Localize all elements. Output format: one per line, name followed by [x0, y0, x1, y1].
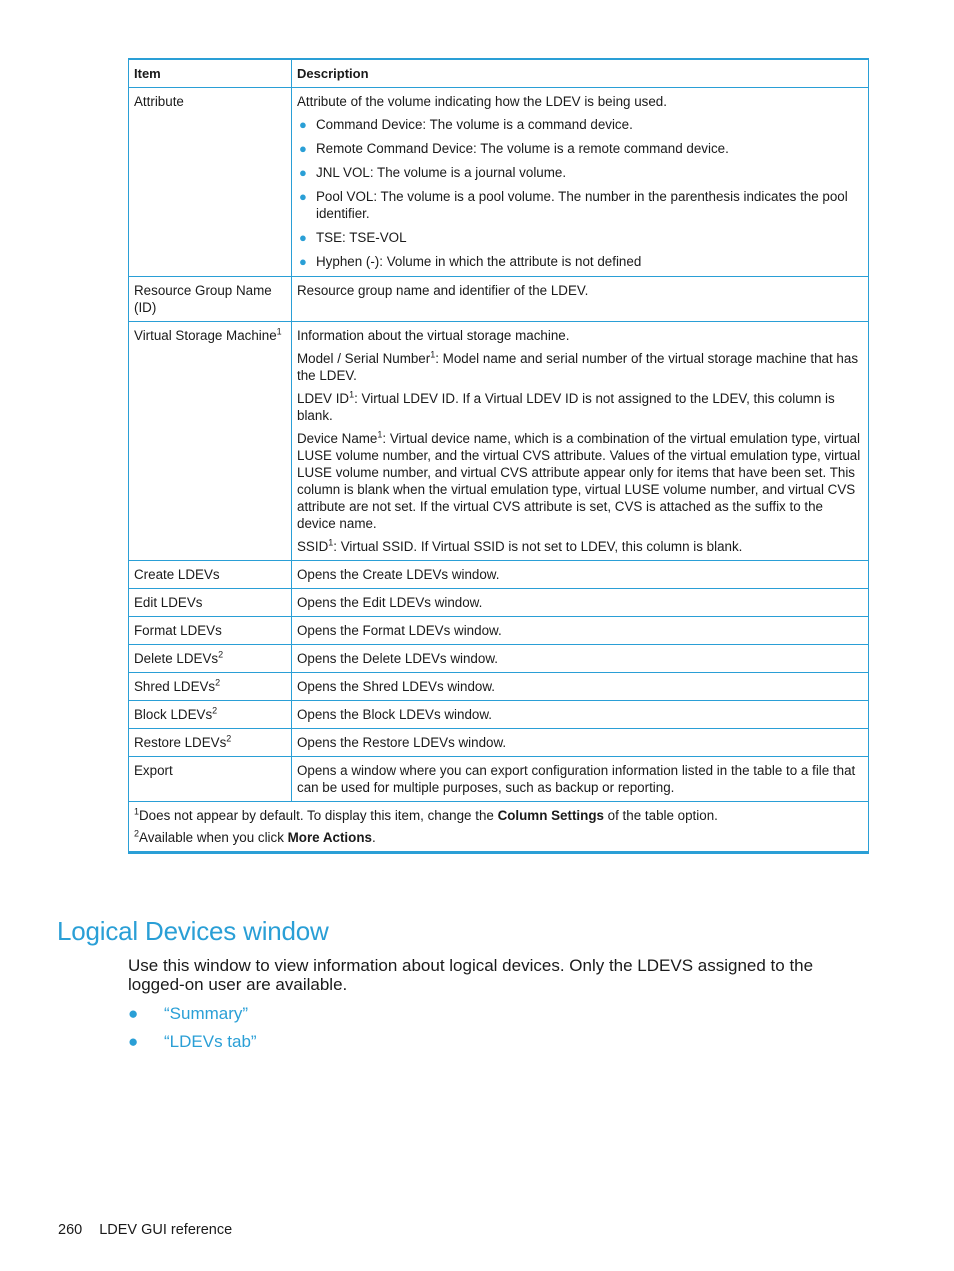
attribute-item: Attribute: [129, 88, 292, 277]
row-item-label: Create LDEVs: [134, 567, 220, 582]
bullet-icon: ●: [128, 1032, 139, 1051]
row-item-label: Delete LDEVs: [134, 651, 219, 666]
row-item: [129, 701, 292, 729]
vsm-description: [292, 322, 869, 561]
attribute-bullet-text: Remote Command Device: The volume is a remote command device.: [316, 141, 729, 156]
vsm-p2: [297, 350, 863, 384]
attribute-bullet-text: Pool VOL: The volume is a pool volume. The number in the parenthesis indicates the pool identifier.: [316, 189, 848, 221]
footnote-mark: 2: [134, 828, 140, 839]
table-row: [129, 673, 869, 701]
row-item-label: Restore LDEVs: [134, 735, 227, 750]
table-row: [129, 561, 869, 589]
page-footer: [58, 1222, 232, 1238]
attribute-bullet-text: TSE: TSE-VOL: [316, 230, 407, 245]
table-row: [129, 729, 869, 757]
resource-group-description: Resource group name and identifier of the LDEV.: [292, 277, 869, 322]
vsm-item: [129, 322, 292, 561]
row-item: [129, 757, 292, 802]
section-intro: Use this window to view information about logical devices. Only the LDEVS assigned to the logged-on user are available.: [128, 956, 814, 994]
footnote-ref: 2: [212, 705, 218, 716]
table-row: [129, 645, 869, 673]
vsm-p4-label: Device Name: [297, 431, 378, 446]
header-description: Description: [292, 59, 869, 88]
bullet-icon: ●: [128, 1004, 139, 1023]
page-number: 260: [58, 1222, 83, 1238]
attribute-intro: Attribute of the volume indicating how the LDEV is being used.: [297, 94, 667, 109]
footnote-ref: 1: [377, 429, 383, 440]
vsm-p2-text: : Model name and serial number of the virtual storage machine that has the LDEV.: [297, 351, 859, 383]
row-description: Opens the Format LDEVs window.: [292, 617, 869, 645]
attribute-bullet-text: Command Device: The volume is a command device.: [316, 117, 633, 132]
table-row: [129, 589, 869, 617]
vsm-p5: [297, 538, 863, 555]
footnote-ref: 1: [349, 389, 355, 400]
attribute-description: [292, 88, 869, 277]
table-row: [129, 701, 869, 729]
attribute-bullet-text: Hyphen (-): Volume in which the attribute is not defined: [316, 254, 642, 269]
vsm-p3: [297, 390, 863, 424]
row-item-label: Block LDEVs: [134, 707, 213, 722]
attribute-bullet: [297, 140, 863, 157]
footnote-ref: 1: [328, 537, 334, 548]
bullet-icon: ●: [299, 230, 307, 245]
table-row-resource-group: [129, 277, 869, 322]
table-row: [129, 617, 869, 645]
footer-section-name: LDEV GUI reference: [99, 1222, 233, 1238]
vsm-p2-label: Model / Serial Number: [297, 351, 431, 366]
vsm-p3-label: LDEV ID: [297, 391, 350, 406]
footnote-1: [134, 807, 863, 824]
ldevs-tab-link[interactable]: “LDEVs tab”: [164, 1032, 257, 1051]
row-item: [129, 673, 292, 701]
vsm-p4-text: : Virtual device name, which is a combination of the virtual emulation type, virtual LUSE volume number, and the virtual CVS attribute. Values of the virtual emulation type, virtual LUSE volume number, and virtual CVS attribute appear only for items that have been set. This column is blank when the virtual emulation type, virtual LUSE volume number, and virtual CVS attribute are not set. If the virtual CVS attribute is set, CVS is attached as the suffix to the device name.: [297, 431, 861, 531]
summary-link[interactable]: “Summary”: [164, 1004, 249, 1023]
ldev-items-table: [128, 58, 869, 854]
row-item-label: Edit LDEVs: [134, 595, 203, 610]
vsm-item-label: Virtual Storage Machine: [134, 328, 277, 343]
attribute-bullet: [297, 229, 863, 246]
row-item: [129, 589, 292, 617]
vsm-p1: Information about the virtual storage machine.: [297, 328, 570, 343]
footnote-ref: 2: [218, 649, 224, 660]
row-item: [129, 617, 292, 645]
vsm-p4: [297, 430, 863, 532]
row-description: Opens the Shred LDEVs window.: [292, 673, 869, 701]
footnote-ref: 2: [226, 733, 232, 744]
row-description: Opens a window where you can export configuration information listed in the table to a file that can be used for multiple purposes, such as backup or reporting.: [292, 757, 869, 802]
row-item-label: Format LDEVs: [134, 623, 222, 638]
table-footnotes: [129, 802, 869, 853]
footnote-bold-text: Column Settings: [497, 808, 604, 823]
vsm-p5-text: : Virtual SSID. If Virtual SSID is not set to LDEV, this column is blank.: [333, 539, 743, 554]
section-link-list: [128, 1003, 257, 1059]
attribute-bullet-list: [297, 116, 863, 270]
table-row-virtual-storage-machine: [129, 322, 869, 561]
row-description: Opens the Create LDEVs window.: [292, 561, 869, 589]
footnote-bold-text: More Actions: [287, 830, 372, 845]
footnote-text: of the table option.: [603, 808, 718, 823]
row-description: Opens the Block LDEVs window.: [292, 701, 869, 729]
row-description: Opens the Edit LDEVs window.: [292, 589, 869, 617]
section-title: Logical Devices window: [57, 916, 329, 946]
attribute-bullet: [297, 164, 863, 181]
resource-group-item: Resource Group Name (ID): [129, 277, 292, 322]
vsm-p5-label: SSID: [297, 539, 329, 554]
footnote-text: Available when you click: [139, 830, 288, 845]
attribute-bullet: [297, 188, 863, 222]
table-footnotes-row: [129, 802, 869, 853]
bullet-icon: ●: [299, 141, 307, 156]
footnote-2: [134, 829, 863, 846]
row-item-label: Export: [134, 763, 173, 778]
row-item-label: Shred LDEVs: [134, 679, 216, 694]
footnote-text: .: [371, 830, 376, 845]
list-item: [128, 1003, 257, 1031]
bullet-icon: ●: [299, 165, 307, 180]
table-header-row: [129, 59, 869, 88]
list-item: [128, 1031, 257, 1059]
attribute-bullet-text: JNL VOL: The volume is a journal volume.: [316, 165, 567, 180]
footnote-ref: 2: [215, 677, 221, 688]
row-description: Opens the Restore LDEVs window.: [292, 729, 869, 757]
footnote-ref: 1: [276, 326, 282, 337]
bullet-icon: ●: [299, 254, 307, 269]
vsm-p3-text: : Virtual LDEV ID. If a Virtual LDEV ID is not assigned to the LDEV, this column is blank.: [297, 391, 835, 423]
row-item: [129, 645, 292, 673]
row-description: Opens the Delete LDEVs window.: [292, 645, 869, 673]
footnote-mark: 1: [134, 806, 140, 817]
header-item: Item: [129, 59, 292, 88]
bullet-icon: ●: [299, 189, 307, 204]
footnote-ref: 1: [430, 349, 436, 360]
table-row-attribute: [129, 88, 869, 277]
attribute-bullet: [297, 116, 863, 133]
table-row: [129, 757, 869, 802]
row-item: [129, 729, 292, 757]
row-item: [129, 561, 292, 589]
attribute-bullet: [297, 253, 863, 270]
footnote-text: Does not appear by default. To display this item, change the: [139, 808, 498, 823]
bullet-icon: ●: [299, 117, 307, 132]
